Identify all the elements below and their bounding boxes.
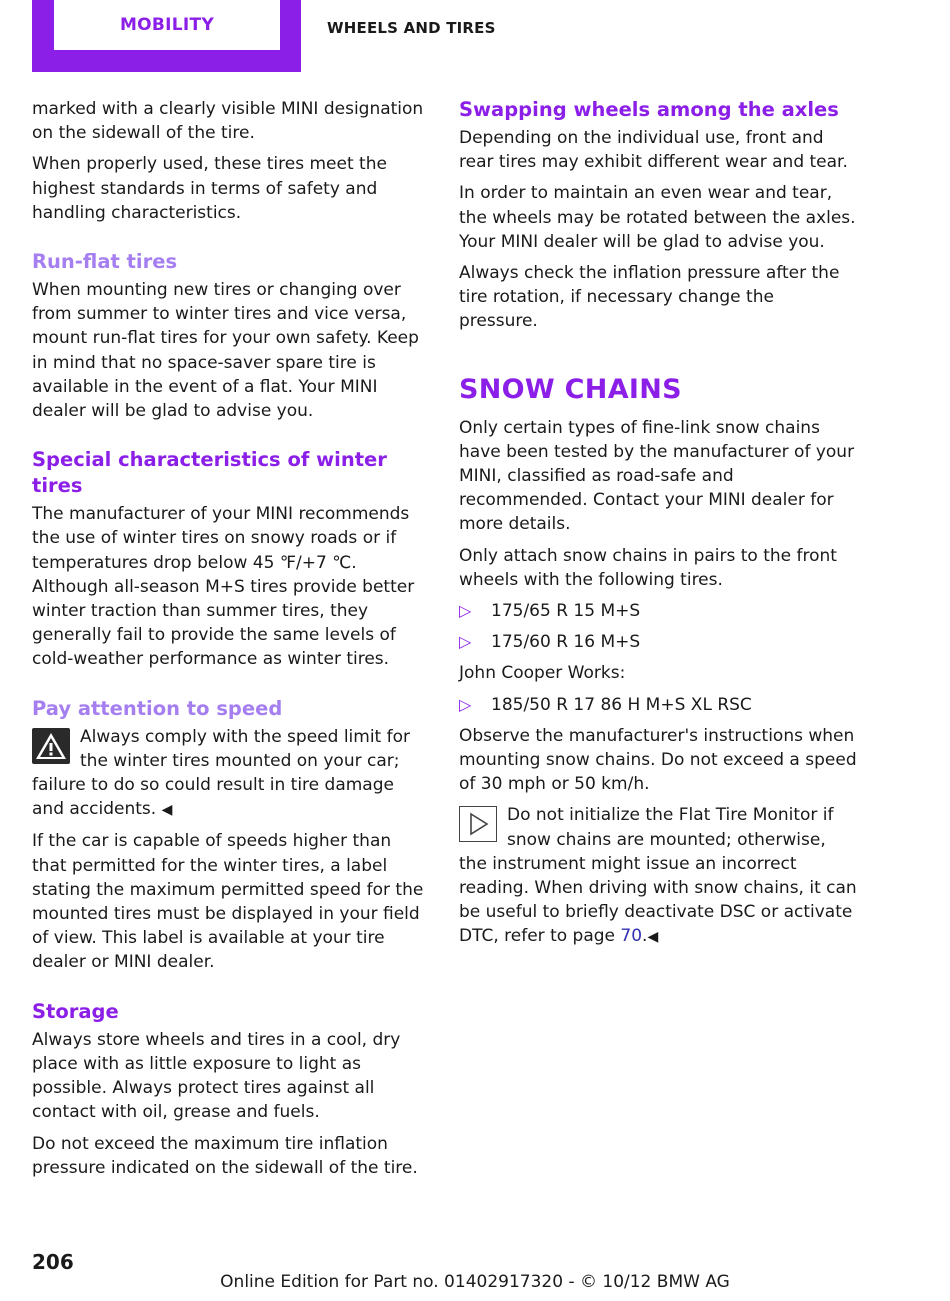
section-title: WHEELS AND TIRES bbox=[327, 19, 496, 37]
paragraph: marked with a clearly visible MINI designation on the sidewall of the tire. bbox=[32, 99, 424, 144]
paragraph: Observe the manufacturer's instructions when mounting snow chains. Do not exceed a speed of 30 mph or 50 km/h. bbox=[459, 725, 857, 795]
triangle-bullet-icon: ▷ bbox=[459, 632, 472, 652]
paragraph: In order to maintain an even wear and tear, the wheels may be rotated between the axles. Your MINI dealer will be glad to advise you. bbox=[459, 183, 856, 252]
warning-text: Always comply with the speed limit for the winter tires mounted on your car; failure to do so could result in tire damage and accidents. bbox=[32, 726, 410, 820]
list-item bbox=[459, 693, 857, 717]
paragraph: Always check the inflation pressure after the tire rotation, if necessary change the pressure. bbox=[459, 263, 840, 332]
tire-size: 175/60 R 16 M+S bbox=[491, 632, 641, 653]
right-column bbox=[459, 97, 857, 957]
triangle-bullet-icon: ▷ bbox=[459, 694, 472, 714]
paragraph: When mounting new tires or changing over from summer to winter tires and vice versa, mount run-flat tires for your own safety. Keep in mind that no space-saver spare tire is available in the event of a flat. Your MINI dealer will be glad to advise you. bbox=[32, 280, 419, 422]
swap-heading: Swapping wheels among the axles bbox=[459, 98, 839, 121]
paragraph: If the car is capable of speeds higher than that permitted for the winter tires, a label stating the maximum permitted speed for the mounted tires must be displayed in your field of view. This label is available at your tire dealer or MINI dealer. bbox=[32, 831, 424, 973]
page-reference-link[interactable]: 70 bbox=[620, 926, 643, 947]
footer-text: Online Edition for Part no. 01402917320 - © 10/12 BMW AG bbox=[220, 1272, 730, 1292]
paragraph: Only certain types of fine-link snow chains have been tested by the manufacturer of your MINI, classified as road-safe and recommended. Contact your MINI dealer for more details. bbox=[459, 417, 855, 535]
speed-warning bbox=[32, 725, 428, 823]
end-marker-icon: ◀ bbox=[647, 929, 659, 946]
paragraph: Only attach snow chains in pairs to the front wheels with the following tires. bbox=[459, 545, 837, 590]
left-column bbox=[32, 97, 428, 1187]
note-end: . bbox=[642, 926, 648, 947]
jcw-label: John Cooper Works: bbox=[459, 663, 626, 684]
note-text: Do not initialize the Flat Tire Monitor if snow chains are mounted; otherwise, the instrument might issue an incorrect reading. When driving with snow chains, it can be useful to briefly deactivate DSC or activate DTC, refer to page bbox=[459, 805, 857, 947]
tire-size: 175/65 R 15 M+S bbox=[491, 601, 641, 622]
paragraph: Depending on the individual use, front and rear tires may exhibit different wear and tear. bbox=[459, 128, 848, 173]
page-number: 206 bbox=[32, 1250, 74, 1274]
list-item bbox=[459, 630, 857, 654]
note-block bbox=[459, 803, 857, 949]
paragraph: Do not exceed the maximum tire inflation pressure indicated on the sidewall of the tire. bbox=[32, 1133, 418, 1178]
tire-size: 185/50 R 17 86 H M+S XL RSC bbox=[491, 694, 752, 715]
paragraph: When properly used, these tires meet the highest standards in terms of safety and handling characteristics. bbox=[32, 154, 387, 223]
paragraph: Always store wheels and tires in a cool, dry place with as little exposure to light as possible. Always protect tires against all contact with oil, grease and fuels. bbox=[32, 1029, 401, 1123]
end-marker-icon: ◀ bbox=[161, 802, 173, 819]
speed-heading: Pay attention to speed bbox=[32, 696, 283, 720]
snow-chains-heading: SNOW CHAINS bbox=[459, 373, 682, 405]
triangle-bullet-icon: ▷ bbox=[459, 601, 472, 621]
paragraph: The manufacturer of your MINI recommends the use of winter tires on snowy roads or if temperatures drop below 45 ℉/+7 ℃. Although all-season M+S tires provide better winter traction than summer tires, they generally fail to provide the same levels of cold-weather performance as winter tires. bbox=[32, 504, 415, 670]
note-arrow-icon bbox=[459, 806, 497, 842]
warning-triangle-icon bbox=[32, 728, 70, 764]
winter-tires-heading: Special characteristics of winter tires bbox=[32, 448, 387, 498]
runflat-heading: Run-flat tires bbox=[32, 250, 178, 274]
chapter-tab-label: MOBILITY bbox=[54, 0, 280, 50]
chapter-tab bbox=[32, 0, 301, 72]
list-item bbox=[459, 599, 857, 623]
storage-heading: Storage bbox=[32, 999, 119, 1023]
